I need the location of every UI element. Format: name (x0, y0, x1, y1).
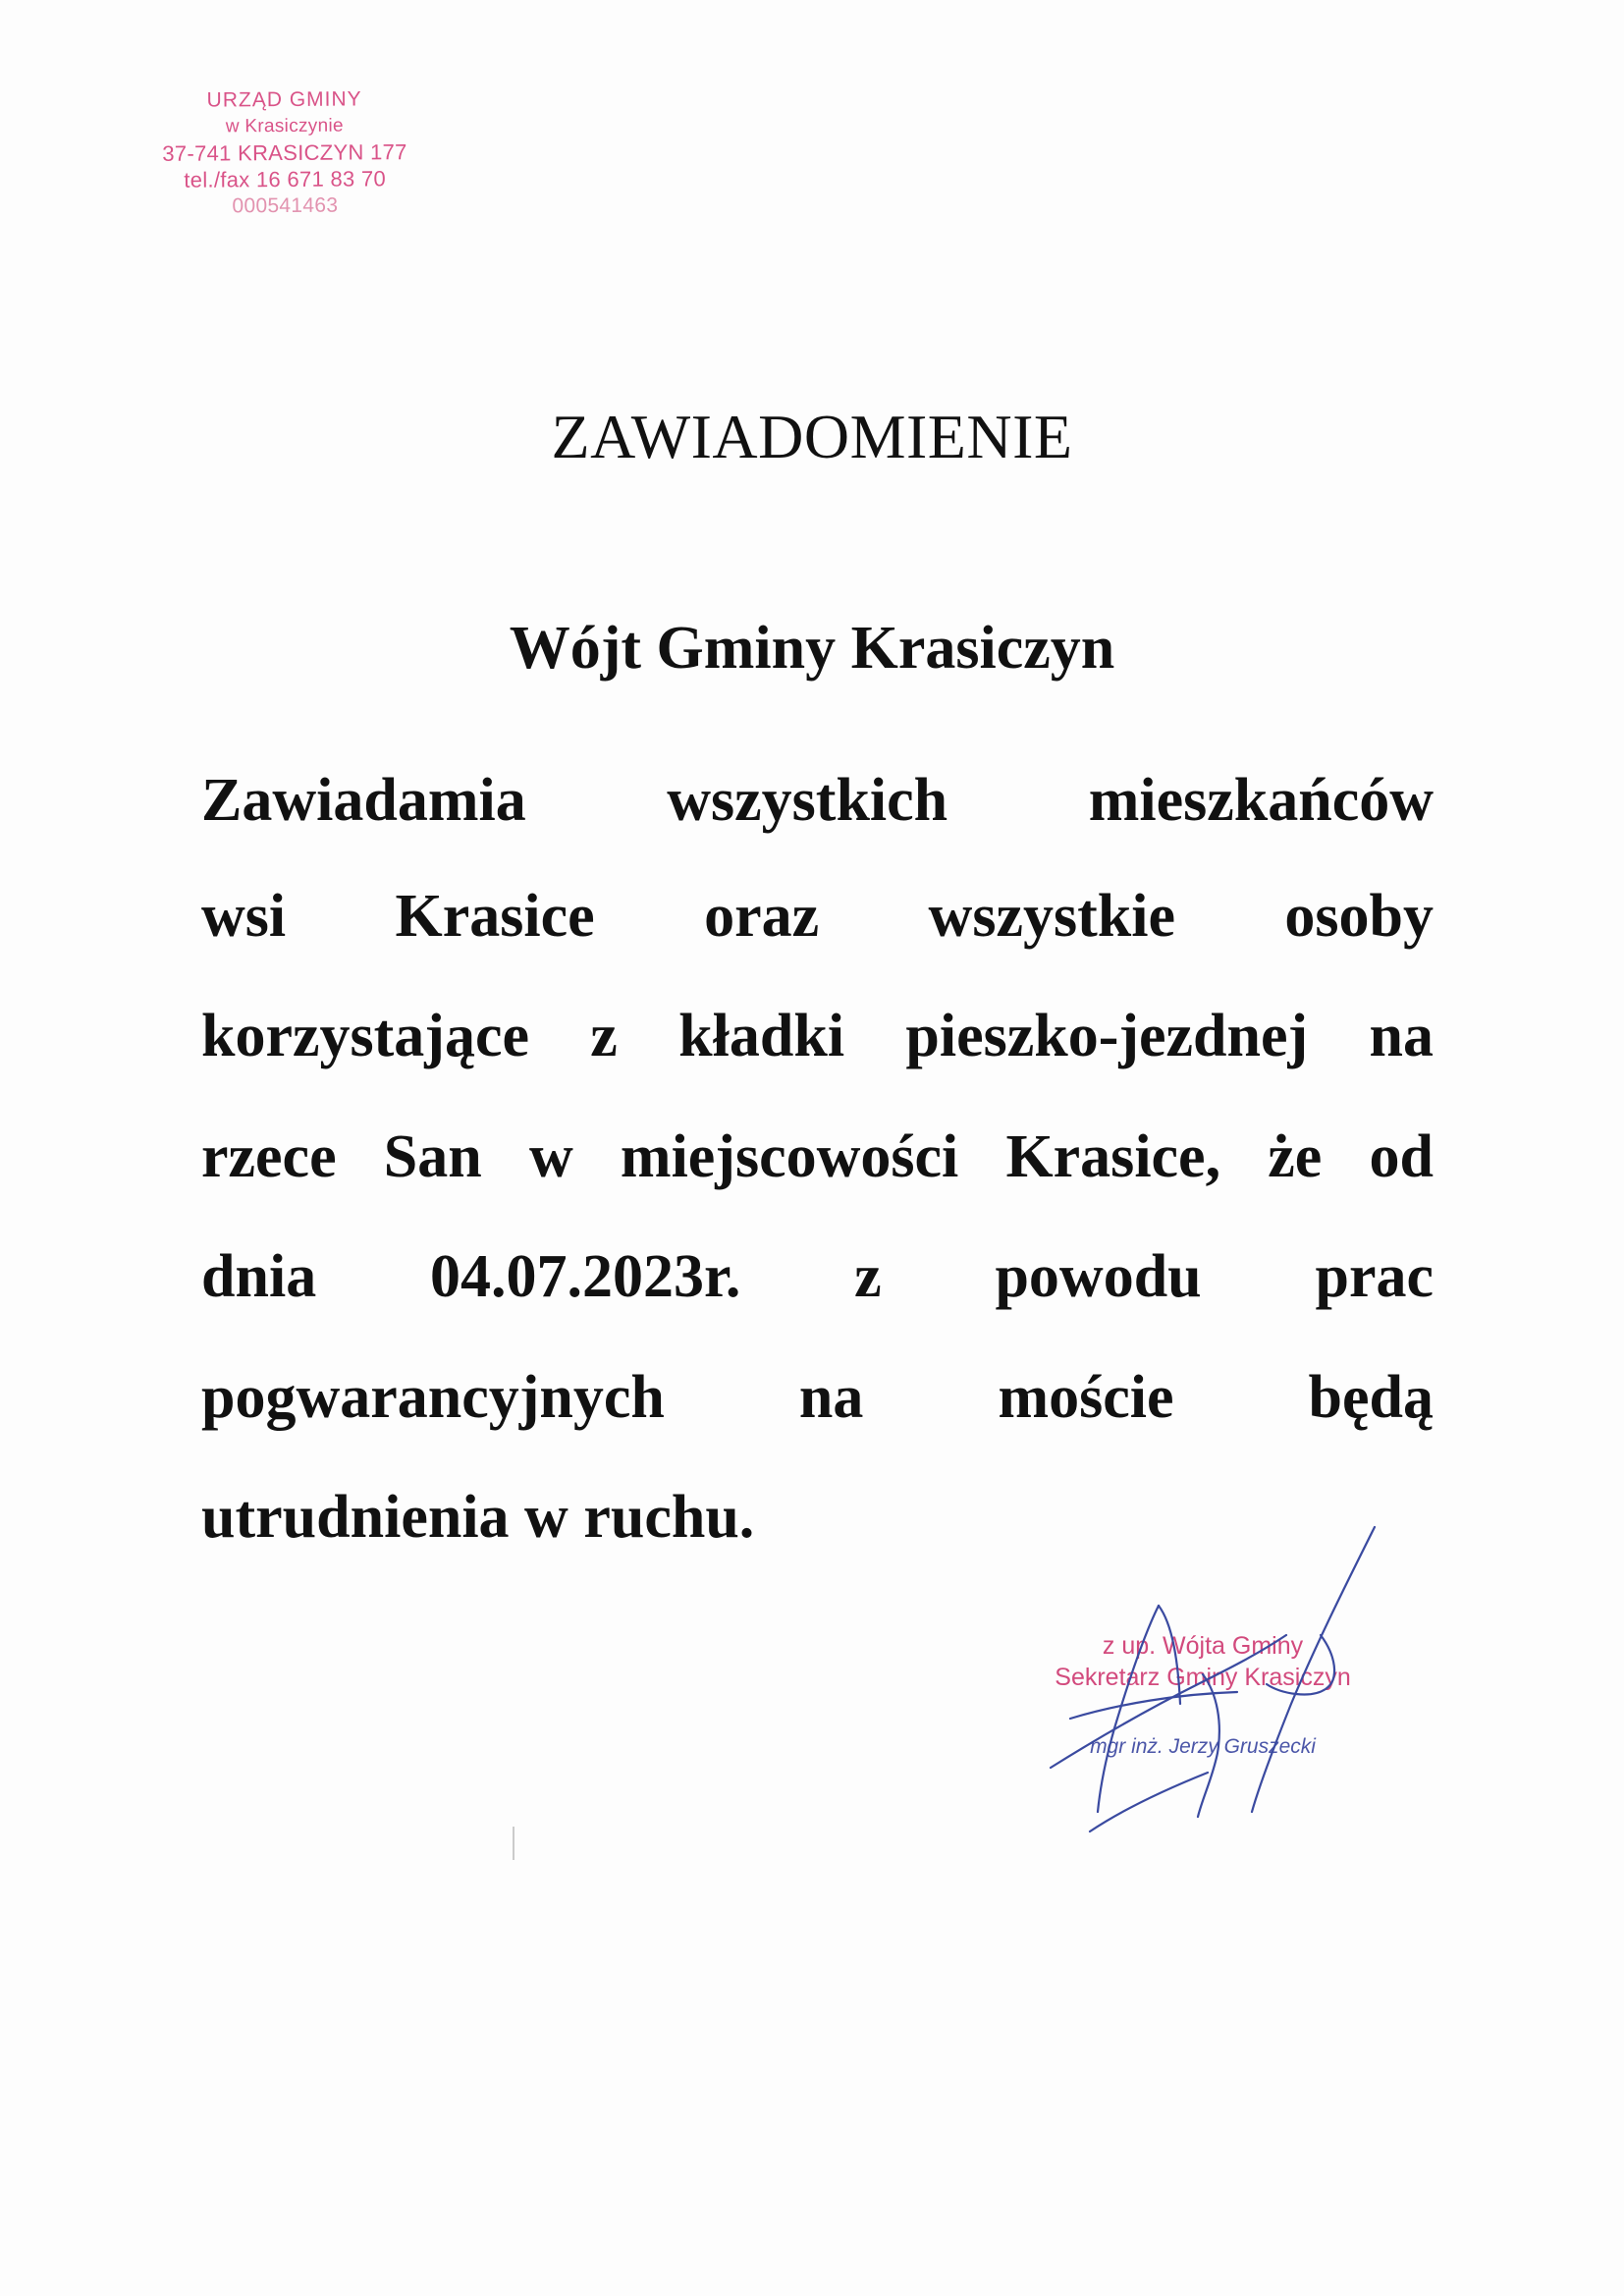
body-line-7: utrudnienia w ruchu. (201, 1484, 755, 1551)
stamp-location: w Krasiczynie (225, 115, 344, 137)
body-line-3: korzystające z kładki pieszko-jezdnej na (201, 1003, 1434, 1069)
signature-stamp-role: Sekretarz Gminy Krasiczyn (1055, 1664, 1351, 1691)
signature-stamp-authority: z up. Wójta Gminy (1102, 1632, 1304, 1660)
stamp-regon: 000541463 (232, 193, 339, 218)
stamp-address: 37-741 KRASICZYN 177 (162, 139, 407, 166)
body-line-1: Zawiadamia wszystkich mieszkańców (201, 767, 1434, 834)
stamp-phone: tel./fax 16 671 83 70 (184, 166, 387, 192)
office-stamp (128, 85, 443, 220)
stamp-office-name: URZĄD GMINY (206, 87, 362, 112)
document-title: ZAWIADOMIENIE (551, 402, 1073, 471)
signatory-name: mgr inż. Jerzy Gruszecki (1090, 1735, 1316, 1758)
body-line-2: wsi Krasice oraz wszystkie osoby (201, 883, 1434, 950)
body-line-6: pogwarancyjnych na moście będą (201, 1364, 1434, 1431)
body-line-5: dnia 04.07.2023r. z powodu prac (201, 1243, 1434, 1310)
scan-artifact (513, 1827, 514, 1860)
document-subtitle: Wójt Gminy Krasiczyn (509, 615, 1115, 682)
body-line-4: rzece San w miejscowości Krasice, że od (201, 1123, 1434, 1190)
handwritten-signature (1031, 1517, 1404, 1841)
